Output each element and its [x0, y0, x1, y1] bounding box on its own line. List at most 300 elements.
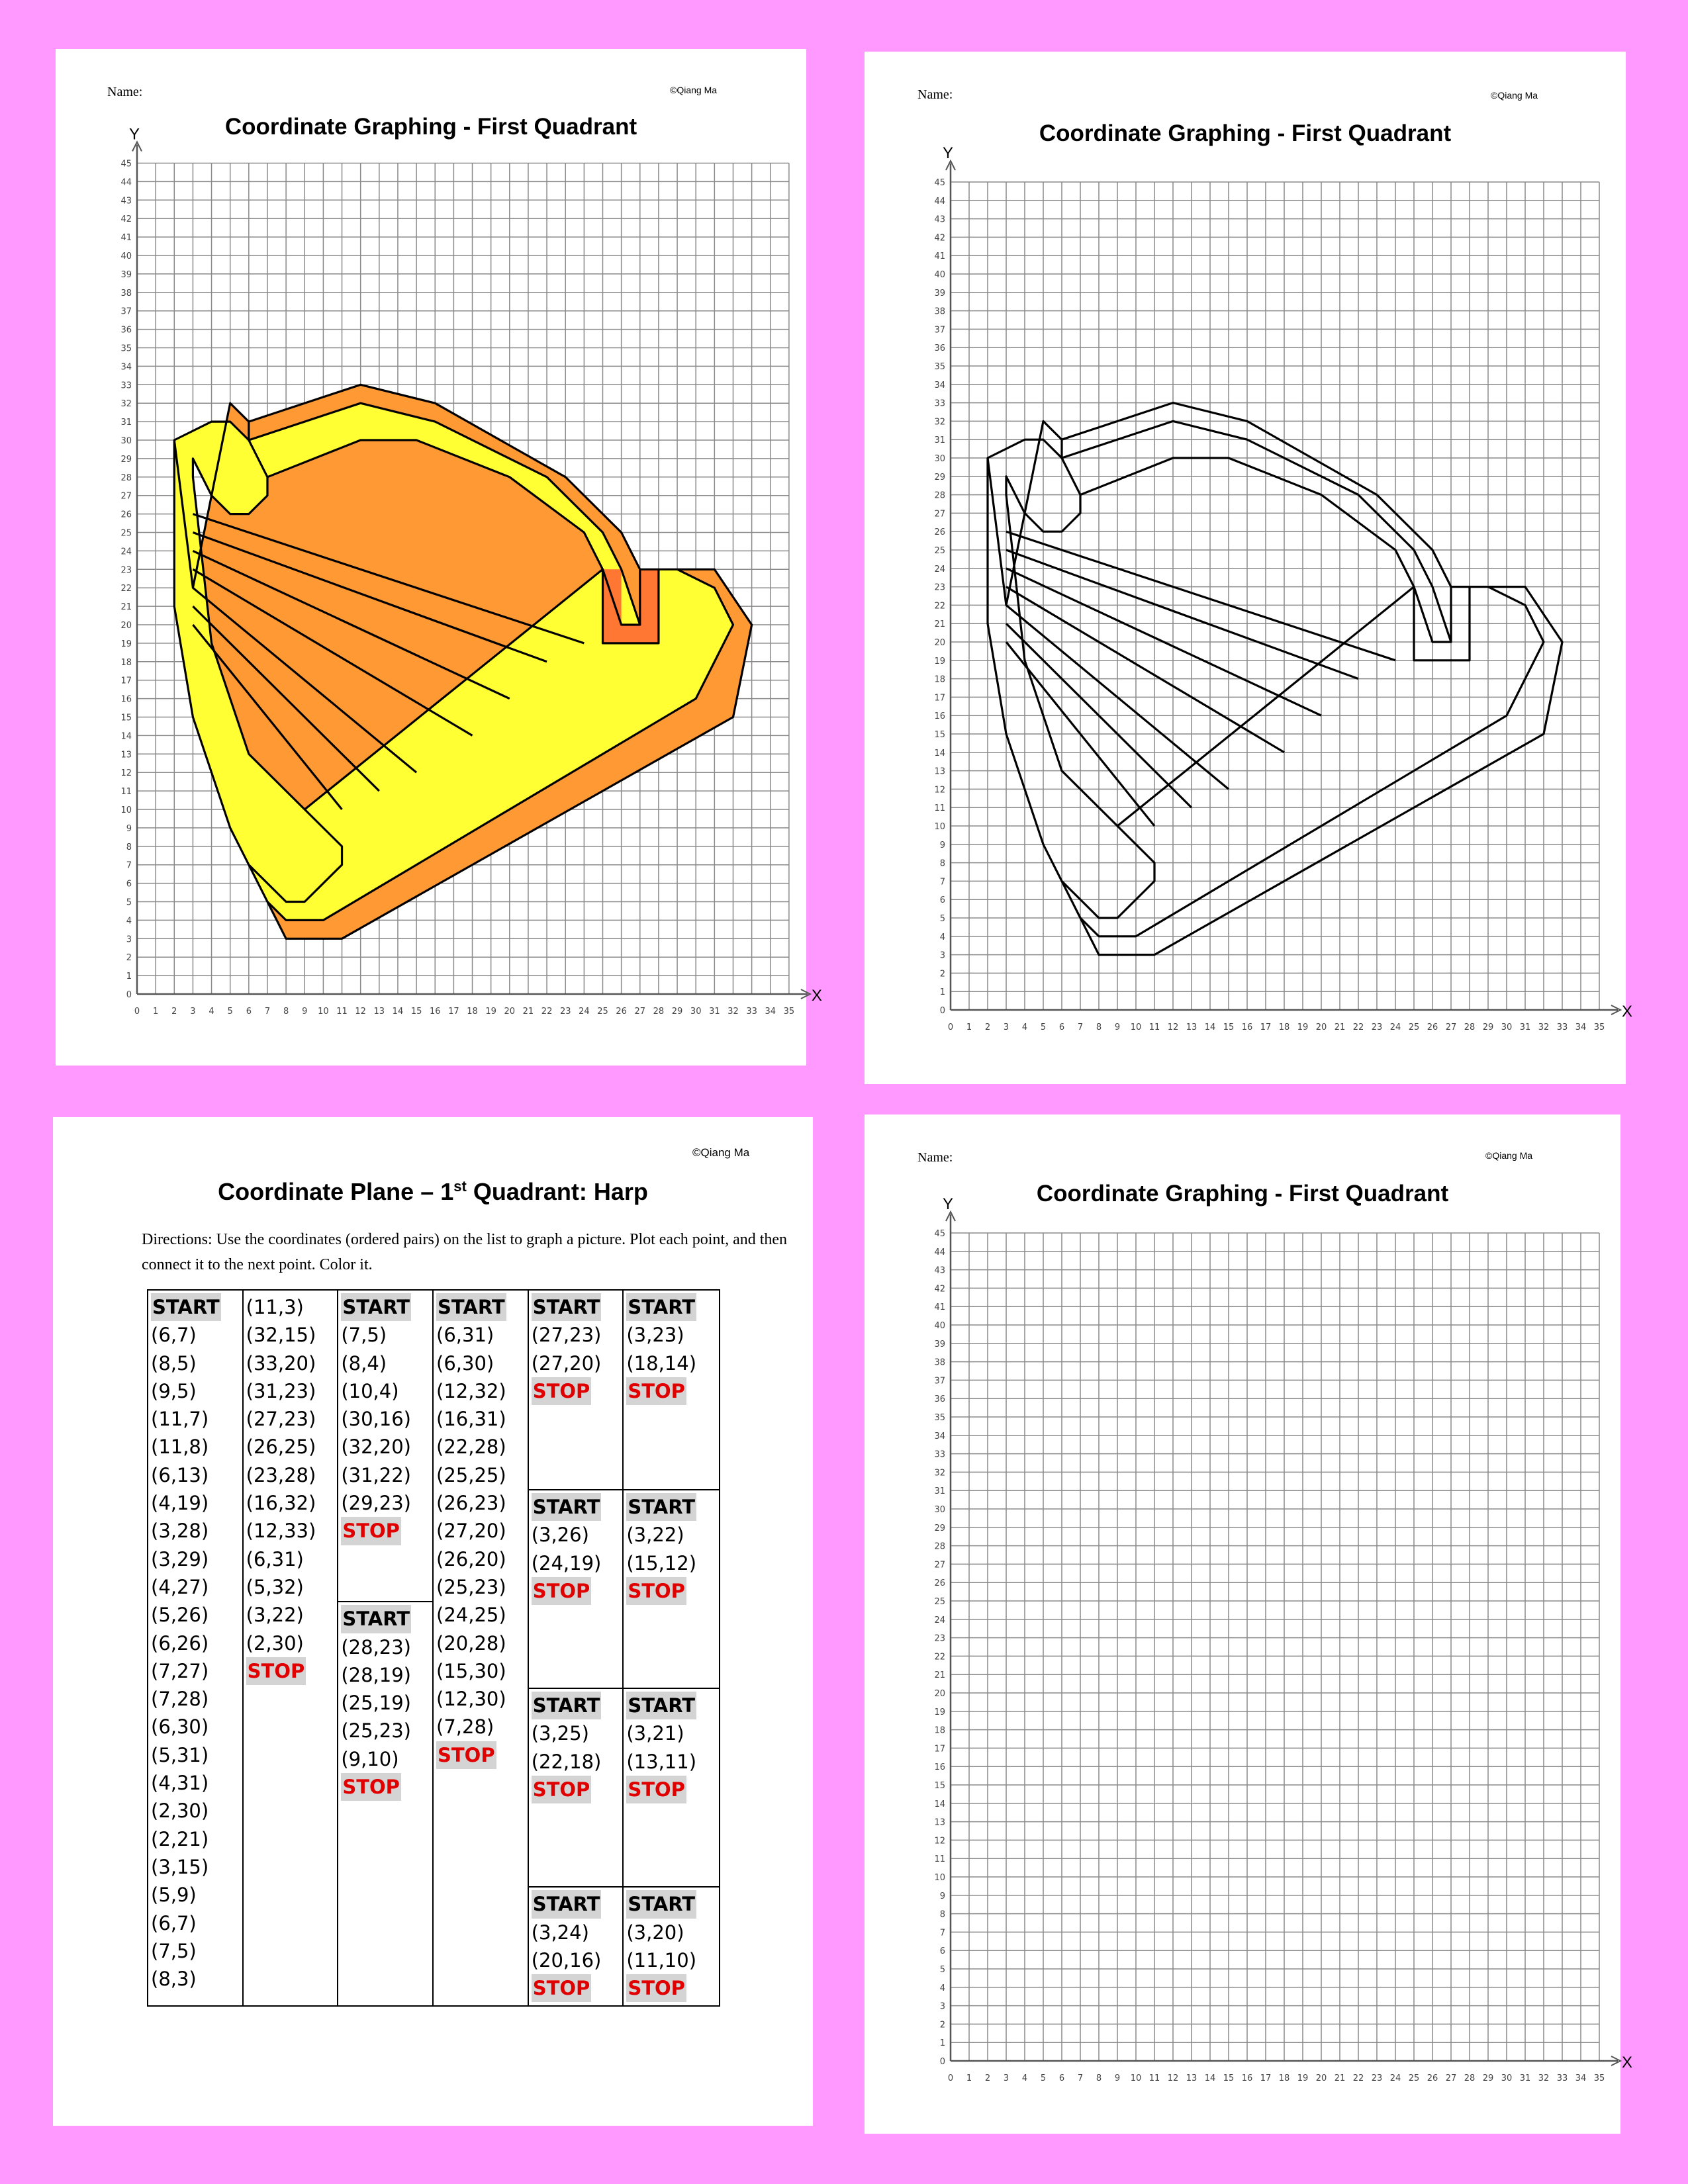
stop-label: STOP	[341, 1773, 401, 1801]
y-tick-label: 36	[934, 1394, 945, 1405]
x-tick-label: 24	[1389, 1023, 1401, 1032]
y-tick-label: 22	[120, 584, 132, 594]
y-tick-label: 11	[934, 803, 945, 814]
y-tick-label: 23	[934, 1633, 945, 1644]
y-tick-label: 3	[126, 934, 132, 945]
y-tick-label: 17	[120, 676, 132, 686]
ordered-pair: (27,23)	[531, 1324, 602, 1347]
y-tick-label: 8	[126, 842, 132, 852]
x-tick-label: 2	[984, 2073, 991, 2083]
ordered-pair: (2,30)	[151, 1799, 209, 1823]
y-tick-label: 7	[939, 877, 945, 887]
y-tick-label: 10	[934, 822, 945, 832]
ordered-pair: (13,11)	[626, 1750, 697, 1773]
x-axis-label: X	[1622, 2054, 1633, 2071]
x-tick-label: 22	[1352, 1023, 1364, 1032]
y-tick-label: 16	[934, 711, 945, 722]
y-tick-label: 13	[934, 1817, 945, 1828]
x-tick-label: 19	[1297, 2073, 1309, 2083]
y-tick-label: 21	[120, 602, 132, 613]
y-tick-label: 30	[120, 436, 132, 446]
ordered-pair: (25,19)	[341, 1692, 411, 1715]
y-tick-label: 38	[934, 306, 945, 317]
ordered-pair: (16,32)	[246, 1492, 316, 1515]
ordered-pair: (31,22)	[341, 1463, 411, 1486]
x-tick-label: 18	[467, 1007, 478, 1017]
y-tick-label: 10	[120, 805, 132, 815]
y-tick-label: 24	[934, 564, 945, 574]
list-cell	[529, 1688, 623, 1886]
ordered-pair: (6,31)	[246, 1547, 304, 1570]
y-tick-label: 28	[934, 490, 945, 501]
x-tick-label: 2	[984, 1023, 991, 1032]
ordered-pair: (11,8)	[151, 1435, 209, 1459]
y-tick-label: 14	[934, 748, 945, 758]
stop-label: STOP	[436, 1741, 496, 1769]
list-cell	[624, 1688, 719, 1886]
y-tick-label: 2	[126, 953, 132, 964]
x-tick-label: 31	[1519, 2073, 1531, 2083]
ordered-pair: (5,31)	[151, 1743, 209, 1766]
y-tick-label: 43	[120, 196, 132, 206]
x-tick-label: 4	[1021, 1023, 1028, 1032]
ordered-pair: (29,23)	[341, 1492, 411, 1515]
ordered-pair: (6,31)	[436, 1324, 494, 1347]
x-tick-label: 21	[1334, 1023, 1346, 1032]
start-label: START	[532, 1890, 602, 1918]
ordered-pair: (10,4)	[341, 1379, 399, 1402]
x-tick-label: 8	[1096, 2073, 1102, 2083]
x-tick-label: 18	[1278, 2073, 1290, 2083]
x-tick-label: 10	[1130, 2073, 1142, 2083]
y-tick-label: 26	[934, 527, 945, 538]
y-tick-label: 39	[934, 288, 945, 298]
list-cell	[338, 1601, 432, 2005]
x-tick-label: 30	[1501, 2073, 1513, 2083]
ordered-pair: (26,20)	[436, 1547, 506, 1570]
y-tick-label: 43	[934, 1265, 945, 1276]
list-cell	[148, 1291, 242, 2005]
x-tick-label: 34	[1575, 2073, 1587, 2083]
y-tick-label: 14	[120, 731, 132, 742]
ordered-pair: (12,30)	[436, 1688, 506, 1711]
ordered-pair: (9,10)	[341, 1747, 399, 1770]
ordered-pair: (24,25)	[436, 1604, 506, 1627]
y-tick-label: 42	[934, 1284, 945, 1295]
y-tick-label: 4	[939, 932, 945, 942]
list-cell	[529, 1291, 623, 1489]
x-tick-label: 17	[1260, 1023, 1272, 1032]
y-tick-label: 28	[934, 1541, 945, 1552]
y-tick-label: 4	[126, 916, 132, 927]
ordered-pair: (8,4)	[341, 1351, 387, 1375]
ordered-pair: (30,16)	[341, 1408, 411, 1431]
y-axis-label: Y	[943, 144, 954, 162]
start-label: START	[151, 1293, 221, 1321]
y-tick-label: 40	[934, 270, 945, 280]
y-tick-label: 22	[934, 601, 945, 612]
y-tick-label: 17	[934, 1744, 945, 1754]
y-tick-label: 13	[934, 766, 945, 777]
y-tick-label: 3	[939, 950, 945, 961]
x-tick-label: 5	[1040, 2073, 1047, 2083]
y-tick-label: 34	[934, 380, 945, 390]
ordered-pair: (4,27)	[151, 1575, 209, 1598]
y-tick-label: 15	[934, 730, 945, 740]
worksheet-title: Coordinate Graphing - First Quadrant	[1036, 1181, 1449, 1206]
start-label: START	[436, 1293, 506, 1321]
list-cell	[338, 1291, 432, 1601]
y-tick-label: 29	[934, 1523, 945, 1533]
ordered-pair: (23,28)	[246, 1463, 316, 1486]
y-tick-label: 4	[939, 1983, 945, 1993]
y-tick-label: 19	[120, 639, 132, 649]
y-axis-label: Y	[943, 1195, 954, 1213]
y-tick-label: 44	[120, 177, 132, 188]
ordered-pair: (8,3)	[151, 1968, 197, 1991]
y-tick-label: 24	[120, 547, 132, 557]
y-tick-label: 2	[939, 2020, 945, 2030]
ordered-pair: (2,30)	[246, 1631, 304, 1655]
ordered-pair: (11,7)	[151, 1408, 209, 1431]
ordered-pair: (3,26)	[531, 1524, 589, 1547]
ordered-pair: (32,15)	[246, 1324, 316, 1347]
y-tick-label: 6	[939, 895, 945, 906]
ordered-pair: (6,30)	[436, 1351, 494, 1375]
x-tick-label: 13	[373, 1007, 385, 1017]
y-tick-label: 44	[934, 1247, 945, 1257]
name-label: Name:	[917, 1150, 953, 1165]
x-tick-label: 0	[134, 1007, 140, 1017]
stop-label: STOP	[626, 1974, 686, 2002]
list-cell	[529, 1886, 623, 2005]
y-tick-label: 9	[126, 823, 132, 834]
y-tick-label: 20	[934, 638, 945, 648]
ordered-pair: (3,15)	[151, 1855, 209, 1878]
x-tick-label: 24	[1389, 2073, 1401, 2083]
x-tick-label: 11	[1149, 2073, 1160, 2083]
y-tick-label: 35	[934, 362, 945, 372]
x-tick-label: 15	[1223, 1023, 1235, 1032]
ordered-pair: (12,32)	[436, 1379, 506, 1402]
y-tick-label: 37	[934, 325, 945, 336]
x-tick-label: 30	[1501, 1023, 1513, 1032]
ordered-pair: (5,32)	[246, 1575, 304, 1598]
y-tick-label: 8	[939, 858, 945, 869]
ordered-pair: (20,28)	[436, 1631, 506, 1655]
ordered-pair: (3,22)	[626, 1524, 684, 1547]
y-tick-label: 1	[939, 2038, 945, 2049]
x-tick-label: 29	[1482, 2073, 1494, 2083]
y-tick-label: 35	[120, 343, 132, 354]
x-tick-label: 16	[1241, 2073, 1253, 2083]
x-tick-label: 3	[1003, 1023, 1009, 1032]
list-cell	[624, 1489, 719, 1688]
stop-label: STOP	[341, 1517, 401, 1545]
x-tick-label: 16	[1241, 1023, 1253, 1032]
ordered-pair: (3,29)	[151, 1547, 209, 1570]
x-tick-label: 9	[1114, 1023, 1121, 1032]
y-tick-label: 37	[934, 1376, 945, 1387]
y-tick-label: 16	[120, 694, 132, 705]
x-tick-label: 8	[1096, 1023, 1102, 1032]
ordered-pair: (7,5)	[151, 1939, 197, 1962]
y-tick-label: 28	[120, 473, 132, 483]
ordered-pair: (5,9)	[151, 1884, 197, 1907]
y-tick-label: 34	[934, 1431, 945, 1441]
y-tick-label: 9	[939, 1891, 945, 1901]
y-tick-label: 0	[126, 990, 132, 1000]
y-tick-label: 6	[939, 1946, 945, 1957]
ordered-pair: (25,23)	[341, 1719, 411, 1743]
y-tick-label: 27	[934, 1560, 945, 1570]
y-tick-label: 18	[120, 657, 132, 668]
x-tick-label: 23	[559, 1007, 571, 1017]
x-tick-label: 19	[1297, 1023, 1309, 1032]
x-tick-label: 17	[448, 1007, 459, 1017]
x-tick-label: 0	[947, 1023, 954, 1032]
name-label: Name:	[917, 87, 953, 102]
x-tick-label: 26	[616, 1007, 627, 1017]
x-tick-label: 29	[671, 1007, 683, 1017]
stop-label: STOP	[532, 1577, 592, 1605]
ordered-pair: (22,18)	[531, 1750, 602, 1773]
ordered-pair: (32,20)	[341, 1435, 411, 1459]
stop-label: STOP	[246, 1657, 306, 1685]
y-tick-label: 35	[934, 1413, 945, 1423]
y-axis-label: Y	[129, 125, 140, 144]
y-tick-label: 38	[120, 288, 132, 298]
start-label: START	[626, 1493, 696, 1521]
x-tick-label: 26	[1427, 1023, 1438, 1032]
x-tick-label: 9	[302, 1007, 308, 1017]
harp-string	[1006, 550, 1358, 679]
y-tick-label: 16	[934, 1762, 945, 1773]
y-tick-label: 1	[939, 987, 945, 998]
list-column	[244, 1291, 339, 2005]
x-tick-label: 27	[1445, 2073, 1457, 2083]
x-tick-label: 15	[1223, 2073, 1235, 2083]
stop-label: STOP	[532, 1377, 592, 1405]
y-tick-label: 19	[934, 1707, 945, 1717]
y-tick-label: 2	[939, 969, 945, 979]
x-tick-label: 14	[392, 1007, 404, 1017]
ordered-pair: (4,31)	[151, 1772, 209, 1795]
y-tick-label: 40	[120, 251, 132, 261]
y-tick-label: 33	[934, 1449, 945, 1460]
list-cell	[624, 1291, 719, 1489]
y-tick-label: 39	[120, 269, 132, 280]
x-tick-label: 13	[1186, 1023, 1197, 1032]
x-tick-label: 30	[690, 1007, 702, 1017]
x-tick-label: 33	[1556, 1023, 1568, 1032]
x-tick-label: 17	[1260, 2073, 1272, 2083]
ordered-pair: (6,7)	[151, 1324, 197, 1347]
y-tick-label: 45	[120, 159, 132, 169]
x-tick-label: 20	[1315, 1023, 1327, 1032]
x-tick-label: 14	[1204, 1023, 1216, 1032]
x-axis-label: X	[1622, 1003, 1633, 1021]
ordered-pair: (7,28)	[436, 1715, 494, 1739]
ordered-pair: (28,23)	[341, 1635, 411, 1659]
name-label: Name:	[107, 85, 143, 99]
ordered-pair: (3,25)	[531, 1722, 589, 1745]
x-tick-label: 25	[1408, 1023, 1420, 1032]
x-tick-label: 32	[727, 1007, 739, 1017]
y-tick-label: 30	[934, 1505, 945, 1515]
y-tick-label: 12	[934, 1836, 945, 1846]
grid-lines	[951, 1233, 1599, 2061]
x-tick-label: 22	[541, 1007, 553, 1017]
start-label: START	[626, 1293, 696, 1321]
x-tick-label: 29	[1482, 1023, 1494, 1032]
x-tick-label: 4	[209, 1007, 214, 1017]
ordered-pair: (11,10)	[626, 1948, 697, 1972]
x-tick-label: 25	[1408, 2073, 1420, 2083]
y-tick-label: 31	[934, 435, 945, 446]
y-tick-label: 33	[934, 398, 945, 409]
ordered-pair: (18,14)	[626, 1351, 697, 1375]
x-tick-label: 1	[152, 1007, 159, 1017]
y-tick-label: 31	[934, 1486, 945, 1497]
ordered-pair: (7,27)	[151, 1659, 209, 1682]
y-tick-label: 15	[120, 713, 132, 723]
x-tick-label: 7	[1077, 1023, 1084, 1032]
y-tick-label: 11	[120, 787, 132, 797]
ordered-pair: (4,19)	[151, 1492, 209, 1515]
x-tick-label: 35	[1593, 1023, 1605, 1032]
start-label: START	[341, 1293, 411, 1321]
y-tick-label: 15	[934, 1781, 945, 1791]
y-tick-label: 9	[939, 840, 945, 850]
x-tick-label: 35	[1593, 2073, 1605, 2083]
x-tick-label: 2	[171, 1007, 177, 1017]
start-label: START	[532, 1692, 602, 1719]
ordered-pair: (9,5)	[151, 1379, 197, 1402]
y-tick-label: 17	[934, 693, 945, 704]
x-tick-label: 3	[190, 1007, 196, 1017]
ordered-pair: (6,13)	[151, 1463, 209, 1486]
start-label: START	[341, 1605, 411, 1633]
x-tick-label: 33	[746, 1007, 757, 1017]
x-tick-label: 11	[336, 1007, 348, 1017]
ordered-pair: (12,33)	[246, 1520, 316, 1543]
x-tick-label: 34	[1575, 1023, 1587, 1032]
copyright-label: ©Qiang Ma	[692, 1146, 750, 1159]
y-tick-label: 40	[934, 1321, 945, 1331]
ordered-pair: (27,20)	[531, 1351, 602, 1375]
y-tick-label: 19	[934, 656, 945, 666]
y-tick-label: 45	[934, 178, 945, 188]
y-tick-label: 7	[126, 860, 132, 871]
ordered-pair: (15,30)	[436, 1659, 506, 1682]
ordered-pair: (2,21)	[151, 1827, 209, 1850]
ordered-pair: (6,26)	[151, 1631, 209, 1655]
y-tick-label: 41	[120, 233, 132, 244]
y-tick-label: 0	[939, 1006, 945, 1016]
x-tick-label: 27	[1445, 1023, 1457, 1032]
ordered-pair: (7,5)	[341, 1324, 387, 1347]
y-tick-label: 42	[934, 233, 945, 244]
x-tick-label: 32	[1538, 1023, 1550, 1032]
x-tick-label: 1	[966, 2073, 972, 2083]
colored-worksheet-page	[56, 49, 822, 1066]
x-tick-label: 11	[1149, 1023, 1160, 1032]
y-tick-label: 26	[934, 1578, 945, 1589]
x-tick-label: 5	[227, 1007, 233, 1017]
y-tick-label: 12	[120, 768, 132, 779]
x-tick-label: 32	[1538, 2073, 1550, 2083]
ordered-pair: (16,31)	[436, 1408, 506, 1431]
y-tick-label: 23	[934, 582, 945, 593]
x-tick-label: 3	[1003, 2073, 1009, 2083]
x-tick-label: 20	[1315, 2073, 1327, 2083]
ordered-pair: (26,25)	[246, 1435, 316, 1459]
x-tick-label: 6	[246, 1007, 252, 1017]
x-tick-label: 21	[1334, 2073, 1346, 2083]
y-tick-label: 39	[934, 1339, 945, 1349]
x-tick-label: 0	[947, 2073, 954, 2083]
directions-title: Coordinate Plane – 1st Quadrant: Harp	[218, 1178, 648, 1205]
ordered-pair: (27,23)	[246, 1408, 316, 1431]
y-tick-label: 10	[934, 1873, 945, 1883]
x-tick-label: 14	[1204, 2073, 1216, 2083]
y-tick-label: 14	[934, 1799, 945, 1809]
x-tick-label: 6	[1058, 1023, 1065, 1032]
x-tick-label: 12	[1167, 2073, 1179, 2083]
list-column	[338, 1291, 434, 2005]
x-tick-label: 28	[1464, 1023, 1476, 1032]
stop-label: STOP	[626, 1776, 686, 1803]
x-tick-label: 24	[579, 1007, 590, 1017]
x-tick-label: 23	[1371, 1023, 1383, 1032]
y-tick-label: 13	[120, 750, 132, 760]
y-tick-label: 22	[934, 1652, 945, 1662]
list-cell	[244, 1291, 338, 2005]
x-tick-label: 1	[966, 1023, 972, 1032]
x-tick-label: 25	[597, 1007, 608, 1017]
y-tick-label: 36	[934, 343, 945, 354]
ordered-pair: (20,16)	[531, 1948, 602, 1972]
y-tick-label: 41	[934, 251, 945, 262]
ordered-pair: (25,23)	[436, 1575, 506, 1598]
harp-picture	[174, 385, 751, 938]
copyright-label: ©Qiang Ma	[1485, 1150, 1533, 1161]
ordered-pair: (8,5)	[151, 1351, 197, 1375]
list-column	[148, 1291, 244, 2005]
y-tick-label: 1	[126, 972, 132, 982]
y-tick-label: 21	[934, 1670, 945, 1681]
y-tick-label: 26	[120, 510, 132, 520]
y-tick-label: 5	[939, 1965, 945, 1975]
x-tick-label: 31	[1519, 1023, 1531, 1032]
y-tick-label: 25	[934, 1597, 945, 1607]
ordered-pair: (7,28)	[151, 1688, 209, 1711]
outline-worksheet-page	[865, 52, 1633, 1084]
y-tick-label: 27	[934, 509, 945, 520]
ordered-pair: (3,28)	[151, 1520, 209, 1543]
y-tick-label: 32	[934, 1468, 945, 1479]
x-tick-label: 8	[283, 1007, 289, 1017]
ordered-pair: (25,25)	[436, 1463, 506, 1486]
x-tick-label: 7	[264, 1007, 271, 1017]
x-tick-label: 20	[504, 1007, 516, 1017]
y-tick-label: 8	[939, 1909, 945, 1920]
y-tick-label: 25	[120, 528, 132, 539]
ordered-pair: (27,20)	[436, 1520, 506, 1543]
stop-label: STOP	[532, 1974, 592, 2002]
y-tick-label: 44	[934, 196, 945, 206]
